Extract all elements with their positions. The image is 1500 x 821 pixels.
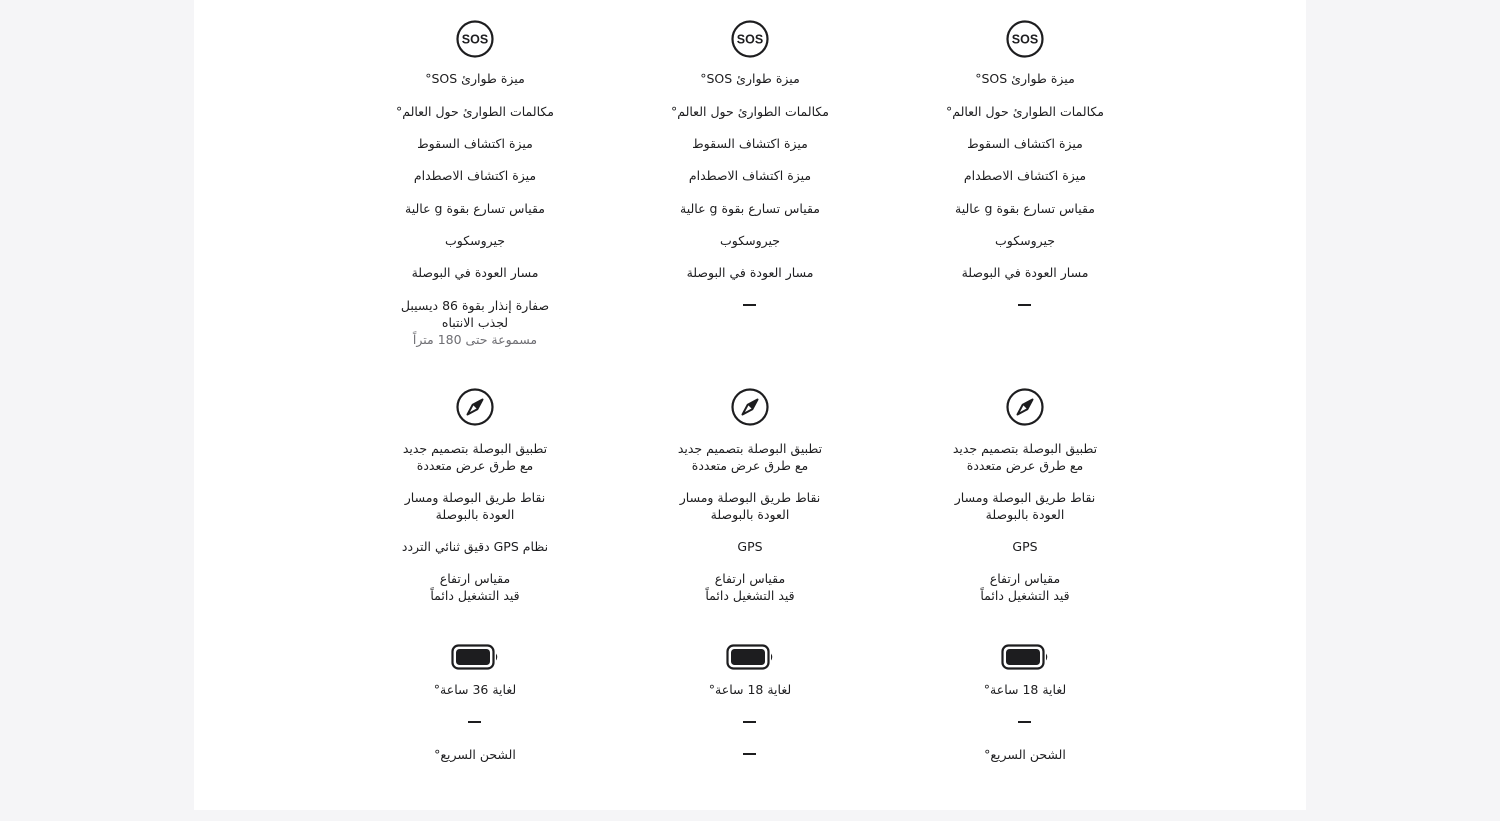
siren-line-1: صفارة إنذار بقوة 86 ديسيبل [400,298,550,313]
battery-icon [355,644,595,670]
feature-fall-detection: ميزة اكتشاف السقوط [967,136,1083,151]
feature-gyroscope: جيروسكوب [994,233,1056,248]
feature-compass-backtrack: مسار العودة في البوصلة [961,265,1089,280]
model-column-2 [630,0,870,810]
feature-battery-life: لغاية 18 ساعة° [708,682,792,697]
not-available-dash [743,753,756,755]
compass-app-line-1: تطبيق البوصلة بتصميم جديد [952,441,1098,456]
not-available-dash [1018,721,1031,723]
sos-badge-text: SOS [461,32,489,47]
waypoints-line-1: نقاط طريق البوصلة ومسار [954,490,1096,505]
waypoints-line-1: نقاط طريق البوصلة ومسار [404,490,546,505]
waypoints-line-2: العودة بالبوصلة [985,507,1065,522]
compass-icon [355,387,595,427]
feature-gps: GPS [737,539,763,554]
feature-gyroscope: جيروسكوب [444,233,506,248]
feature-emergency-sos: ميزة طوارئ SOS° [975,71,1075,86]
feature-emergency-sos: ميزة طوارئ SOS° [700,71,800,86]
siren-range-note: مسموعة حتى 180 متراً [412,332,538,347]
feature-gps: GPS [1012,539,1038,554]
sos-badge-text: SOS [1011,32,1039,47]
feature-altimeter [355,570,595,604]
sos-badge-text: SOS [736,32,764,47]
sos-icon [905,19,1145,59]
sos-icon [355,19,595,59]
feature-fall-detection: ميزة اكتشاف السقوط [417,136,533,151]
feature-compass-app [905,440,1145,474]
compass-app-line-2: مع طرق عرض متعددة [691,458,809,473]
feature-fast-charging: الشحن السريع° [984,747,1066,762]
not-available-dash [468,721,481,723]
feature-fast-charging: الشحن السريع° [434,747,516,762]
not-available-dash [1018,304,1031,306]
feature-compass-backtrack: مسار العودة في البوصلة [686,265,814,280]
altimeter-line-1: مقياس ارتفاع [989,571,1061,586]
feature-international-calling: مكالمات الطوارئ حول العالم° [946,104,1104,119]
feature-battery-life: لغاية 36 ساعة° [433,682,517,697]
feature-compass-waypoints [355,489,595,523]
sos-icon [630,19,870,59]
feature-international-calling: مكالمات الطوارئ حول العالم° [671,104,829,119]
battery-icon [905,644,1145,670]
feature-gps: نظام GPS دقيق ثنائي التردد [401,539,549,554]
feature-battery-life: لغاية 18 ساعة° [983,682,1067,697]
feature-high-g-accelerometer: مقياس تسارع بقوة g عالية [955,201,1095,216]
compass-app-line-2: مع طرق عرض متعددة [966,458,1084,473]
compass-app-line-1: تطبيق البوصلة بتصميم جديد [402,441,548,456]
battery-icon [630,644,870,670]
feature-crash-detection: ميزة اكتشاف الاصطدام [688,168,812,183]
altimeter-line-2: قيد التشغيل دائماً [705,588,795,603]
feature-emergency-sos: ميزة طوارئ SOS° [425,71,525,86]
feature-compass-app [630,440,870,474]
feature-crash-detection: ميزة اكتشاف الاصطدام [413,168,537,183]
feature-altimeter [630,570,870,604]
altimeter-line-1: مقياس ارتفاع [439,571,511,586]
compass-app-line-1: تطبيق البوصلة بتصميم جديد [677,441,823,456]
waypoints-line-2: العودة بالبوصلة [710,507,790,522]
compass-icon [905,387,1145,427]
not-available-dash [743,304,756,306]
feature-crash-detection: ميزة اكتشاف الاصطدام [963,168,1087,183]
feature-high-g-accelerometer: مقياس تسارع بقوة g عالية [680,201,820,216]
waypoints-line-2: العودة بالبوصلة [435,507,515,522]
compass-app-line-2: مع طرق عرض متعددة [416,458,534,473]
feature-high-g-accelerometer: مقياس تسارع بقوة g عالية [405,201,545,216]
altimeter-line-2: قيد التشغيل دائماً [980,588,1070,603]
model-column-3 [905,0,1145,810]
feature-altimeter [905,570,1145,604]
feature-compass-waypoints [630,489,870,523]
altimeter-line-2: قيد التشغيل دائماً [430,588,520,603]
feature-compass-app [355,440,595,474]
feature-gyroscope: جيروسكوب [719,233,781,248]
feature-international-calling: مكالمات الطوارئ حول العالم° [396,104,554,119]
compass-icon [630,387,870,427]
feature-compass-backtrack: مسار العودة في البوصلة [411,265,539,280]
feature-siren [355,297,595,348]
altimeter-line-1: مقياس ارتفاع [714,571,786,586]
comparison-panel [194,0,1306,810]
waypoints-line-1: نقاط طريق البوصلة ومسار [679,490,821,505]
model-column-1 [355,0,595,810]
siren-line-2: لجذب الانتباه [441,315,509,330]
feature-fall-detection: ميزة اكتشاف السقوط [692,136,808,151]
not-available-dash [743,721,756,723]
feature-compass-waypoints [905,489,1145,523]
